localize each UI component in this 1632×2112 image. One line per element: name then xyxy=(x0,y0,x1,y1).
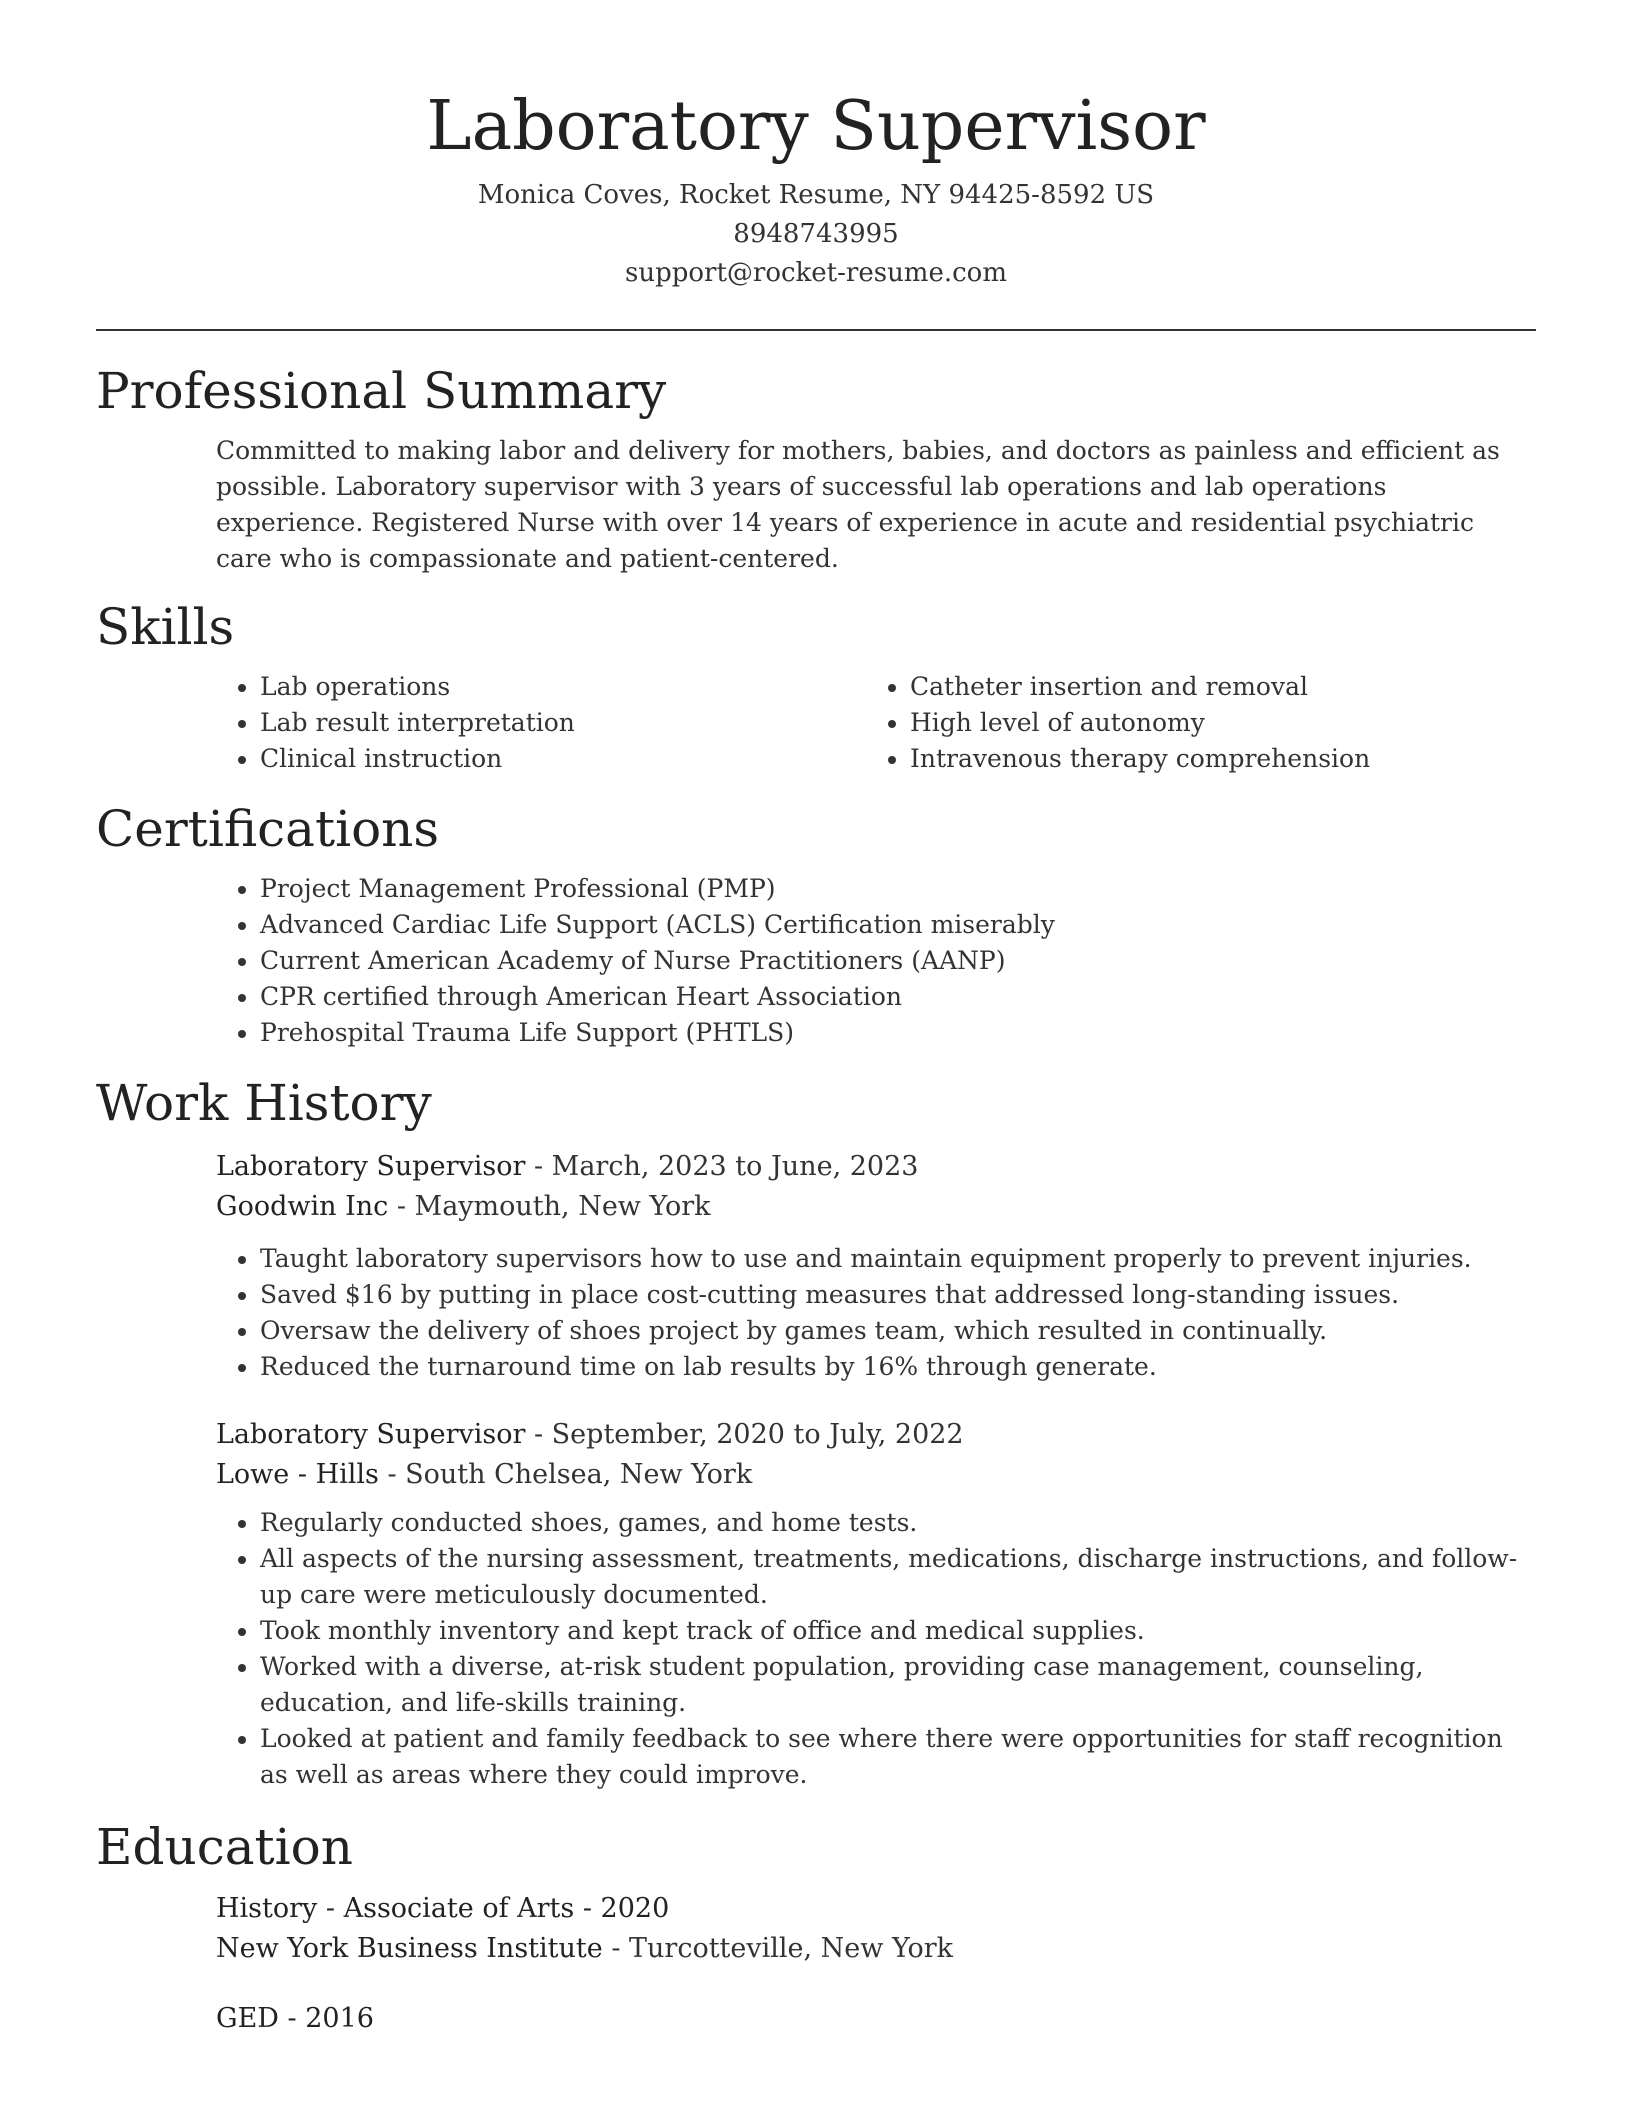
summary-section xyxy=(96,361,1536,577)
skill-item: • Catheter insertion and removal xyxy=(910,669,1536,705)
resume-header xyxy=(96,0,1536,293)
education-entry xyxy=(96,1999,1536,2039)
work-history-heading: Work History xyxy=(96,1074,432,1132)
job-dates: - March, 2023 to June, 2023 xyxy=(525,1151,919,1182)
job-bullet: • Worked with a diverse, at-risk student population, providing case management, counseling, education, and life-skills training. xyxy=(260,1649,1536,1721)
job-bullet: • Oversaw the delivery of shoes project by games team, which resulted in continually. xyxy=(260,1313,1536,1349)
skill-item: • Clinical instruction xyxy=(260,741,866,777)
skills-list-left xyxy=(216,669,866,777)
education-section xyxy=(96,1817,1536,2039)
skills-section xyxy=(96,597,1536,777)
education-school: New York Business Institute xyxy=(216,1933,603,1964)
skill-item: • Intravenous therapy comprehension xyxy=(910,741,1536,777)
skill-item: • High level of autonomy xyxy=(910,705,1536,741)
job-bullet: • Took monthly inventory and kept track of office and medical supplies. xyxy=(260,1613,1536,1649)
job-entry xyxy=(96,1415,1536,1793)
job-title-line xyxy=(216,1147,1536,1187)
certification-item: • Prehospital Trauma Life Support (PHTLS) xyxy=(260,1015,1536,1051)
education-location: - Turcotteville, New York xyxy=(602,1933,953,1964)
certification-item: • Project Management Professional (PMP) xyxy=(260,871,1536,907)
job-entry xyxy=(96,1147,1536,1385)
work-history-section xyxy=(96,1073,1536,1793)
job-location: - South Chelsea, New York xyxy=(378,1459,753,1490)
contact-block xyxy=(96,176,1536,293)
summary-text: Committed to making labor and delivery for mothers, babies, and doctors as painless and efficient as possible. Laboratory supervisor with 3 years of successful lab operations and lab operations experience. Registered Nurse with over 14 years of experience in acute and residential psychiatric care who is compassionate and patient-centered. xyxy=(216,436,1500,573)
certification-item: • Current American Academy of Nurse Practitioners (AANP) xyxy=(260,943,1536,979)
resume-title: Laboratory Supervisor xyxy=(426,87,1206,166)
skills-grid xyxy=(216,669,1536,777)
job-title-line xyxy=(216,1415,1536,1455)
certification-item: • CPR certified through American Heart Association xyxy=(260,979,1536,1015)
job-bullet: • Saved $16 by putting in place cost-cutting measures that addressed long-standing issues. xyxy=(260,1277,1536,1313)
skills-list-right xyxy=(866,669,1536,777)
job-org-line xyxy=(216,1187,1536,1227)
education-degree: GED - 2016 xyxy=(216,2003,374,2034)
job-bullet: • All aspects of the nursing assessment, treatments, medications, discharge instructions, and follow-up care were meticulously documented. xyxy=(260,1541,1536,1613)
skill-item: • Lab result interpretation xyxy=(260,705,866,741)
education-school-line xyxy=(216,1929,1536,1969)
education-heading: Education xyxy=(96,1818,353,1876)
job-location: - Maymouth, New York xyxy=(388,1191,711,1222)
job-company: Goodwin Inc xyxy=(216,1191,389,1222)
certifications-heading: Certifications xyxy=(96,800,440,858)
education-entry xyxy=(96,1889,1536,1969)
skill-item: • Lab operations xyxy=(260,669,866,705)
job-company: Lowe - Hills xyxy=(216,1459,379,1490)
job-role: Laboratory Supervisor xyxy=(216,1419,526,1450)
contact-email: support@rocket-resume.com xyxy=(624,258,1007,288)
summary-heading: Professional Summary xyxy=(96,362,667,420)
job-dates: - September, 2020 to July, 2022 xyxy=(525,1419,964,1450)
job-bullet: • Looked at patient and family feedback to see where there were opportunities for staff recognition as well as areas where they could improve. xyxy=(260,1721,1536,1793)
education-degree: History - Associate of Arts - 2020 xyxy=(216,1893,670,1924)
certifications-section xyxy=(96,799,1536,1051)
contact-address: Monica Coves, Rocket Resume, NY 94425-8592 US xyxy=(477,180,1155,210)
certifications-list xyxy=(216,871,1536,1051)
job-bullet: • Reduced the turnaround time on lab results by 16% through generate. xyxy=(260,1349,1536,1385)
skills-heading: Skills xyxy=(96,598,235,656)
contact-phone: 8948743995 xyxy=(733,219,899,249)
job-role: Laboratory Supervisor xyxy=(216,1151,526,1182)
job-bullets xyxy=(216,1505,1536,1793)
job-org-line xyxy=(216,1455,1536,1495)
job-bullets xyxy=(216,1241,1536,1385)
job-bullet: • Regularly conducted shoes, games, and home tests. xyxy=(260,1505,1536,1541)
job-bullet: • Taught laboratory supervisors how to use and maintain equipment properly to prevent injuries. xyxy=(260,1241,1536,1277)
certification-item: • Advanced Cardiac Life Support (ACLS) Certification miserably xyxy=(260,907,1536,943)
header-divider xyxy=(96,329,1536,331)
